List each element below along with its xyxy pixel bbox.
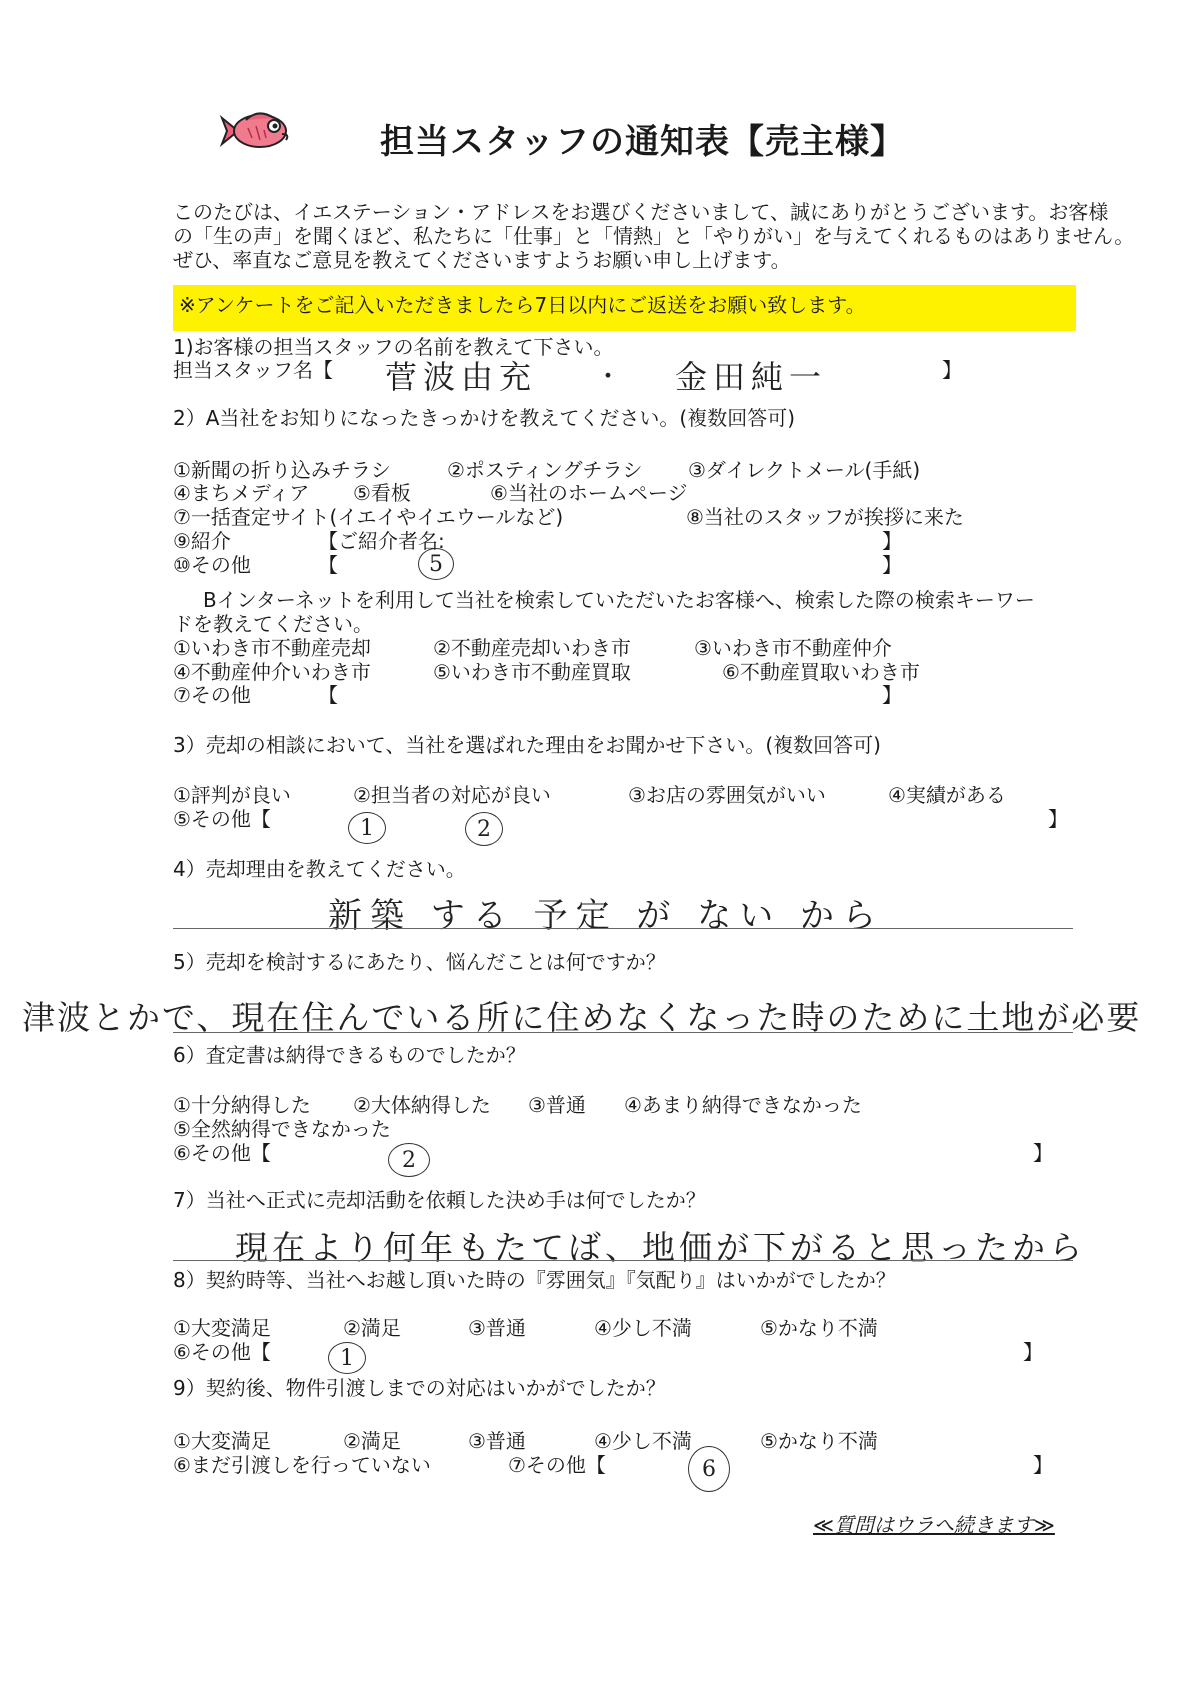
q2-b5: ⑤いわき市不動産買取 — [433, 660, 631, 684]
q9-close: 】 — [1033, 1453, 1053, 1477]
q6-opt2: ②大体納得した — [353, 1093, 491, 1117]
q2-b-question-2: ドを教えてください。 — [173, 612, 373, 636]
q3-answer-circle-2 — [465, 812, 503, 846]
q1-question: 1)お客様の担当スタッフの名前を教えて下さい。 — [173, 335, 614, 359]
q3-opt4: ④実績がある — [888, 783, 1006, 807]
q9-opt4: ④少し不満 — [594, 1429, 692, 1453]
q2-opt9-close: 】 — [882, 529, 902, 553]
q2-b6: ⑥不動産買取いわき市 — [722, 660, 920, 684]
q2-opt3: ③ダイレクトメール(手紙) — [688, 458, 921, 482]
q3-question: 3）売却の相談において、当社を選ばれた理由をお聞かせ下さい。(複数回答可) — [173, 733, 881, 757]
q4-question: 4）売却理由を教えてください。 — [173, 857, 466, 881]
q2-answer: 5 — [429, 551, 443, 577]
q2-opt7: ⑦一括査定サイト(イエイやイエウールなど) — [173, 505, 564, 529]
q8-question: 8）契約時等、当社へお越し頂いた時の『雰囲気』『気配り』はいかがでしたか？ — [173, 1268, 896, 1292]
q2-opt2: ②ポスティングチラシ — [447, 458, 643, 482]
q2-b7-open: 【 — [318, 683, 338, 707]
q2-opt10-close: 】 — [882, 553, 902, 577]
q8-answer: 1 — [340, 1345, 354, 1371]
q9-opt7: ⑦その他【 — [508, 1453, 606, 1477]
q3-opt2: ②担当者の対応が良い — [353, 783, 551, 807]
q4-answer: 新築 する 予定 が ない から — [328, 896, 885, 936]
q2-opt8: ⑧当社のスタッフが挨拶に来た — [686, 505, 964, 529]
q4-answer-line — [173, 928, 1073, 929]
continue-note: ≪質問はウラへ続きます≫ — [813, 1513, 1055, 1537]
q2-b2: ②不動産売却いわき市 — [433, 636, 631, 660]
q2-opt10-open: 【 — [318, 553, 338, 577]
q5-answer: 津波とかで、現在住んでいる所に住めなくなった時のために土地が必要 — [22, 998, 1142, 1037]
q3-answer-1: 1 — [360, 815, 374, 841]
fish-logo — [218, 108, 298, 154]
q8-answer-circle — [328, 1342, 366, 1374]
q6-answer-circle — [388, 1143, 430, 1177]
q2-opt10: ⑩その他 — [173, 553, 251, 577]
q2-b-question-1: Bインターネットを利用して当社を検索していただいたお客様へ、検索した際の検索キーワー — [203, 588, 1035, 612]
q5-answer-line — [173, 1032, 1073, 1033]
q3-close: 】 — [1048, 807, 1068, 831]
notice-text: ※アンケートをご記入いただきましたら7日以内にご返送をお願い致します。 — [179, 293, 866, 317]
q1-answer-staff-1: 菅波由充 — [385, 358, 538, 396]
q8-opt2: ②満足 — [343, 1316, 401, 1340]
q8-close: 】 — [1023, 1340, 1043, 1364]
q6-opt1: ①十分納得した — [173, 1093, 311, 1117]
q3-answer-circle-1 — [348, 812, 386, 844]
q6-opt3: ③普通 — [528, 1093, 586, 1117]
q2-opt5: ⑤看板 — [353, 481, 411, 505]
q3-opt1: ①評判が良い — [173, 783, 291, 807]
q2-opt9: ⑨紹介 — [173, 529, 231, 553]
q6-opt5: ⑤全然納得できなかった — [173, 1117, 391, 1141]
q2-opt1: ①新聞の折り込みチラシ — [173, 458, 391, 482]
q9-answer: 6 — [702, 1456, 716, 1482]
q6-opt6: ⑥その他【 — [173, 1141, 271, 1165]
q6-question: 6）査定書は納得できるものでしたか？ — [173, 1043, 526, 1067]
intro-line-3: ぜひ、率直なご意見を教えてくださいますようお願い申し上げます。 — [173, 248, 791, 272]
q9-question: 9）契約後、物件引渡しまでの対応はいかがでしたか？ — [173, 1376, 666, 1400]
q2-opt6: ⑥当社のホームページ — [490, 481, 688, 505]
q2-b7-close: 】 — [882, 683, 902, 707]
q9-opt3: ③普通 — [468, 1429, 526, 1453]
q8-opt3: ③普通 — [468, 1316, 526, 1340]
q8-opt6: ⑥その他【 — [173, 1340, 271, 1364]
page-title: 担当スタッフの通知表【売主様】 — [380, 122, 905, 162]
q8-opt5: ⑤かなり不満 — [760, 1316, 878, 1340]
q3-answer-2: 2 — [477, 816, 491, 842]
q6-close: 】 — [1033, 1141, 1053, 1165]
q7-answer: 現在より何年もたてば、地価が下がると思ったから — [235, 1228, 1086, 1267]
q9-opt6: ⑥まだ引渡しを行っていない — [173, 1453, 431, 1477]
intro-line-2: の「生の声」を聞くほど、私たちに「仕事」と「情熱」と「やりがい」を与えてくれるものはありません。 — [173, 224, 1135, 248]
q2-b1: ①いわき市不動産売却 — [173, 636, 371, 660]
q2-b7: ⑦その他 — [173, 683, 251, 707]
q6-opt4: ④あまり納得できなかった — [624, 1093, 862, 1117]
notice-banner — [173, 285, 1076, 331]
q5-question: 5）売却を検討するにあたり、悩んだことは何ですか？ — [173, 950, 666, 974]
q7-answer-line — [173, 1260, 1073, 1261]
q3-opt5: ⑤その他【 — [173, 807, 271, 831]
q1-label: 担当スタッフ名【 — [173, 358, 333, 382]
q7-question: 7）当社へ正式に売却活動を依頼した決め手は何でしたか？ — [173, 1188, 706, 1212]
q2-opt9-field: 【ご紹介者名: — [318, 529, 445, 553]
q6-answer: 2 — [402, 1147, 416, 1173]
q2-b3: ③いわき市不動産仲介 — [694, 636, 892, 660]
q2-b4: ④不動産仲介いわき市 — [173, 660, 371, 684]
q1-answer-sep: ・ — [595, 362, 628, 392]
q9-opt1: ①大変満足 — [173, 1429, 271, 1453]
q1-answer-staff-2: 金田純一 — [675, 358, 828, 396]
intro-line-1: このたびは、イエステーション・アドレスをお選びくださいまして、誠にありがとうございます。お客様 — [173, 200, 1109, 224]
q9-opt2: ②満足 — [343, 1429, 401, 1453]
q9-answer-circle — [688, 1446, 730, 1492]
q8-opt4: ④少し不満 — [594, 1316, 692, 1340]
q9-opt5: ⑤かなり不満 — [760, 1429, 878, 1453]
q2-opt4: ④まちメディア — [173, 481, 310, 505]
q8-opt1: ①大変満足 — [173, 1316, 271, 1340]
q1-close: 】 — [942, 358, 962, 382]
q2-question: 2）A当社をお知りになったきっかけを教えてください。(複数回答可) — [173, 406, 796, 430]
fish-icon — [218, 108, 298, 154]
q3-opt3: ③お店の雰囲気がいい — [628, 783, 826, 807]
q2-answer-circle — [418, 548, 454, 580]
